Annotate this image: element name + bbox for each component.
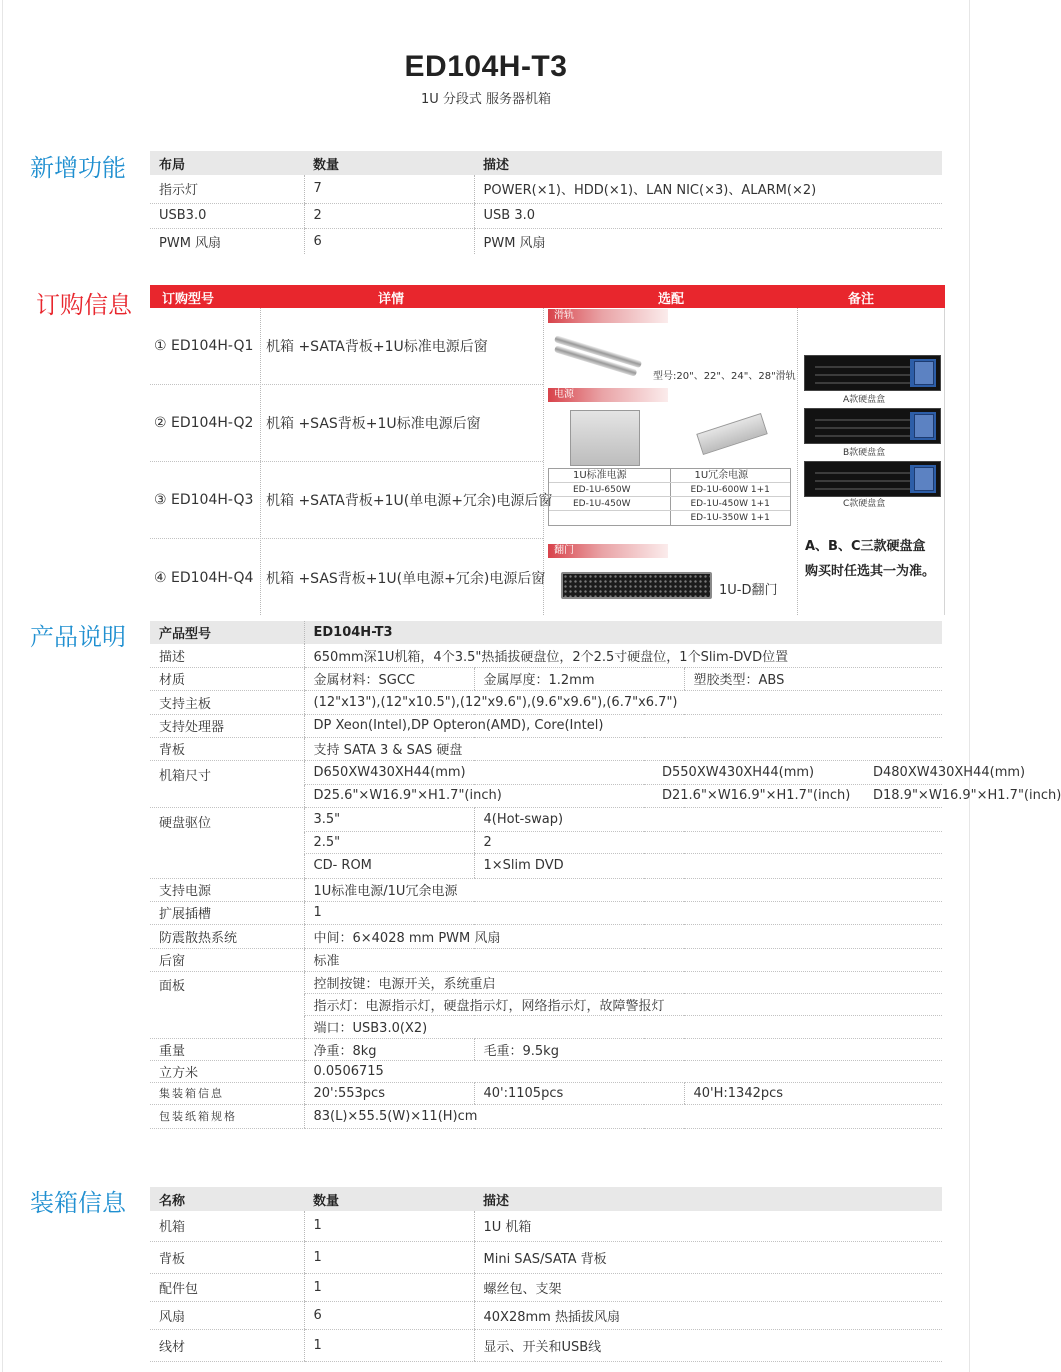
spec-value: 2.5": [304, 831, 474, 853]
column-header: 数量: [304, 1187, 474, 1211]
table-row: [150, 878, 942, 901]
table-row: [150, 901, 942, 924]
front-door-image: [561, 572, 712, 599]
spec-label: 面板: [150, 971, 304, 1038]
spec-label: 集装箱信息: [150, 1082, 304, 1104]
spec-label: 背板: [150, 737, 304, 760]
order-row: [150, 308, 543, 385]
spec-value: 毛重：9.5kg: [474, 1038, 942, 1060]
front-door-label: 1U-D翻门: [719, 583, 778, 598]
psu-model-table: [548, 468, 791, 526]
table-cell: [549, 511, 670, 525]
column-header: 订购型号: [162, 292, 215, 307]
spec-value: 40'H:1342pcs: [684, 1082, 942, 1104]
spec-value: (12"x13"),(12"x10.5"),(12"x9.6"),(9.6"x9.6"),(6.7"x6.7"): [304, 690, 942, 714]
table-header-row: [549, 469, 790, 483]
table-cell: 1: [304, 1211, 474, 1241]
drive-tray-c-image: [804, 461, 941, 497]
order-header-bar: [150, 285, 945, 308]
table-cell: 显示、开关和USB线: [474, 1329, 942, 1361]
specs-table: [150, 621, 1061, 1129]
column-header: 描述: [474, 151, 942, 175]
table-cell: 6: [304, 228, 474, 254]
table-cell: ED-1U-450W: [573, 499, 631, 509]
spec-label: 支持主板: [150, 690, 304, 714]
order-code: ④ ED104H-Q4: [154, 569, 254, 586]
table-row: [150, 175, 942, 203]
option-tag-rail: 滑轨: [548, 309, 668, 323]
table-row: [150, 1329, 942, 1361]
spec-value: 1: [304, 901, 942, 924]
table-row: [150, 1211, 942, 1241]
spec-value: 标准: [304, 948, 942, 971]
table-cell: 1U 机箱: [474, 1211, 942, 1241]
table-row: [150, 760, 942, 784]
table-cell: POWER(×1)、HDD(×1)、LAN NIC(×3)、ALARM(×2): [474, 175, 942, 203]
spec-value: 指示灯：电源指示灯，硬盘指示灯，网络指示灯，故障警报灯: [304, 993, 942, 1015]
table-cell: 风扇: [150, 1301, 304, 1329]
table-header-row: [150, 151, 942, 175]
features-table: [150, 151, 942, 254]
table-cell: 6: [304, 1301, 474, 1329]
option-tag-door: 翻门: [548, 544, 668, 558]
table-header-row: [150, 1187, 942, 1211]
spec-value: 塑胶类型：ABS: [684, 667, 942, 690]
spec-label: 重量: [150, 1038, 304, 1060]
table-row: [150, 203, 942, 228]
table-row: [549, 483, 790, 497]
section-title-packing: 装箱信息: [30, 1189, 126, 1217]
column-header: 1U冗余电源: [670, 469, 791, 482]
section-title-specs: 产品说明: [30, 623, 126, 651]
spec-label: 扩展插槽: [150, 901, 304, 924]
table-row: [150, 737, 942, 760]
column-header: 1U标准电源: [573, 470, 627, 481]
spec-value: [644, 760, 1026, 784]
spec-label: 防震散热系统: [150, 924, 304, 948]
table-row: [150, 667, 942, 690]
table-row: [150, 807, 942, 831]
table-cell: USB 3.0: [474, 203, 942, 228]
table-row: [150, 924, 942, 948]
table-row: [150, 1301, 942, 1329]
table-cell: 螺丝包、支架: [474, 1273, 942, 1301]
spec-label: 立方米: [150, 1060, 304, 1082]
spec-value: 40':1105pcs: [474, 1082, 684, 1104]
column-header: 名称: [150, 1187, 304, 1211]
column-header: 描述: [474, 1187, 942, 1211]
spec-value: 2: [474, 831, 942, 853]
spec-value: 3.5": [304, 807, 474, 831]
spec-value: D25.6"×W16.9"×H1.7"(inch): [304, 784, 644, 807]
table-cell: 指示灯: [150, 175, 304, 203]
page-title: ED104H-T3: [404, 50, 568, 83]
section-title-features: 新增功能: [30, 154, 126, 182]
spec-value: 净重：8kg: [304, 1038, 474, 1060]
spec-label: 机箱尺寸: [150, 760, 304, 807]
order-code: ② ED104H-Q2: [154, 415, 254, 431]
spec-value: D21.6"×W16.9"×H1.7"(inch): [662, 788, 851, 803]
table-row: [150, 690, 942, 714]
spec-label: 支持处理器: [150, 714, 304, 737]
remark-note-line1: A、B、C三款硬盘盒: [805, 539, 926, 554]
order-row: [150, 385, 543, 462]
table-cell: 1: [304, 1273, 474, 1301]
option-tag-psu: 电源: [548, 388, 668, 402]
column-header: 详情: [378, 292, 405, 307]
table-row: [150, 228, 942, 254]
spec-label: 材质: [150, 667, 304, 690]
table-cell: 背板: [150, 1241, 304, 1273]
table-row: [549, 511, 790, 525]
column-header: 数量: [304, 151, 474, 175]
product-model-value: ED104H-T3: [304, 621, 942, 644]
table-row: [150, 644, 942, 667]
page-subtitle: 1U 分段式 服务器机箱: [420, 92, 552, 107]
spec-value: 20':553pcs: [304, 1082, 474, 1104]
table-cell: 1: [304, 1241, 474, 1273]
spec-value: DP Xeon(Intel),DP Opteron(AMD), Core(Intel): [304, 714, 942, 737]
rail-model-note: 型号:20"、22"、24"、28"滑轨: [653, 371, 796, 382]
redundant-psu-image: [696, 413, 767, 455]
page-border-left: [2, 0, 3, 1372]
spec-value: 中间：6×4028 mm PWM 风扇: [304, 924, 942, 948]
column-header: 备注: [848, 292, 875, 307]
table-row: [150, 948, 942, 971]
table-row: [150, 1082, 942, 1104]
remark-note-line2: 购买时任选其一为准。: [805, 564, 936, 579]
spec-value: 金属厚度：1.2mm: [474, 667, 684, 690]
table-cell: ED-1U-350W 1+1: [670, 511, 791, 525]
column-divider: [944, 308, 945, 615]
spec-value: 83(L)×55.5(W)×11(H)cm: [304, 1104, 942, 1128]
table-row: [150, 714, 942, 737]
table-cell: 机箱: [150, 1211, 304, 1241]
spec-value: 支持 SATA 3 & SAS 硬盘: [304, 737, 942, 760]
order-row: [150, 539, 546, 616]
spec-value: 4(Hot-swap): [474, 807, 942, 831]
order-detail: 机箱 +SATA背板+1U(单电源+冗余)电源后窗: [266, 493, 553, 509]
page-header: [0, 50, 972, 107]
page-border-right: [969, 0, 970, 1372]
table-cell: 2: [304, 203, 474, 228]
spec-value: 1×Slim DVD: [474, 853, 942, 878]
table-row: [150, 971, 942, 993]
spec-label: 包装纸箱规格: [150, 1104, 304, 1128]
spec-value: CD- ROM: [304, 853, 474, 878]
spec-value: D480XW430XH44(mm): [873, 764, 1026, 780]
table-cell: 40X28mm 热插拔风扇: [474, 1301, 942, 1329]
order-section: [150, 285, 945, 615]
table-cell: ED-1U-600W 1+1: [670, 483, 791, 496]
order-code: ③ ED104H-Q3: [154, 492, 254, 508]
table-cell: 配件包: [150, 1273, 304, 1301]
table-cell: ED-1U-650W: [573, 485, 631, 495]
column-header: 布局: [150, 151, 304, 175]
drive-tray-b-image: [804, 408, 941, 444]
spec-value: 0.0506715: [304, 1060, 942, 1082]
spec-label: 硬盘驱位: [150, 807, 304, 878]
table-header-row: [150, 621, 942, 644]
drive-tray-a-label: A款硬盘盒: [843, 395, 886, 405]
order-detail: 机箱 +SAS背板+1U(单电源+冗余)电源后窗: [266, 570, 546, 587]
packing-table: [150, 1187, 942, 1362]
table-cell: PWM 风扇: [474, 228, 942, 254]
table-row: [549, 497, 790, 511]
table-row: [150, 1060, 942, 1082]
table-cell: 7: [304, 175, 474, 203]
order-detail: 机箱 +SATA背板+1U标准电源后窗: [266, 339, 488, 355]
spec-value: D18.9"×W16.9"×H1.7"(inch): [873, 788, 1061, 803]
drive-tray-a-image: [804, 355, 941, 391]
spec-value: 控制按键：电源开关，系统重启: [304, 971, 942, 993]
standard-psu-image: [570, 410, 640, 466]
table-cell: ED-1U-450W 1+1: [670, 497, 791, 510]
spec-value: D550XW430XH44(mm): [662, 764, 815, 780]
table-row: [150, 1038, 942, 1060]
order-detail: 机箱 +SAS背板+1U标准电源后窗: [266, 416, 481, 432]
spec-value: 1U标准电源/1U冗余电源: [304, 878, 942, 901]
spec-value: 650mm深1U机箱，4个3.5"热插拔硬盘位，2个2.5寸硬盘位，1个Slim-DVD位置: [304, 644, 942, 667]
spec-value: 金属材料：SGCC: [304, 667, 474, 690]
spec-value: [644, 784, 1061, 807]
table-cell: USB3.0: [150, 203, 304, 228]
column-divider: [797, 308, 798, 615]
column-header: 产品型号: [150, 621, 304, 644]
section-title-order: 订购信息: [36, 291, 132, 319]
spec-value: 端口：USB3.0(X2): [304, 1015, 942, 1038]
order-row: [150, 462, 553, 539]
spec-label: 后窗: [150, 948, 304, 971]
table-row: [150, 1273, 942, 1301]
table-cell: 线材: [150, 1329, 304, 1361]
spec-label: 支持电源: [150, 878, 304, 901]
spec-value: D650XW430XH44(mm): [304, 760, 644, 784]
table-cell: 1: [304, 1329, 474, 1361]
table-cell: PWM 风扇: [159, 235, 222, 251]
table-row: [150, 1241, 942, 1273]
column-header: 选配: [658, 292, 685, 307]
drive-tray-b-label: B款硬盘盒: [843, 448, 886, 458]
order-code: ① ED104H-Q1: [154, 338, 254, 354]
table-row: [150, 1104, 942, 1128]
spec-label: 描述: [150, 644, 304, 667]
table-cell: Mini SAS/SATA 背板: [474, 1241, 942, 1273]
drive-tray-c-label: C款硬盘盒: [843, 499, 886, 509]
